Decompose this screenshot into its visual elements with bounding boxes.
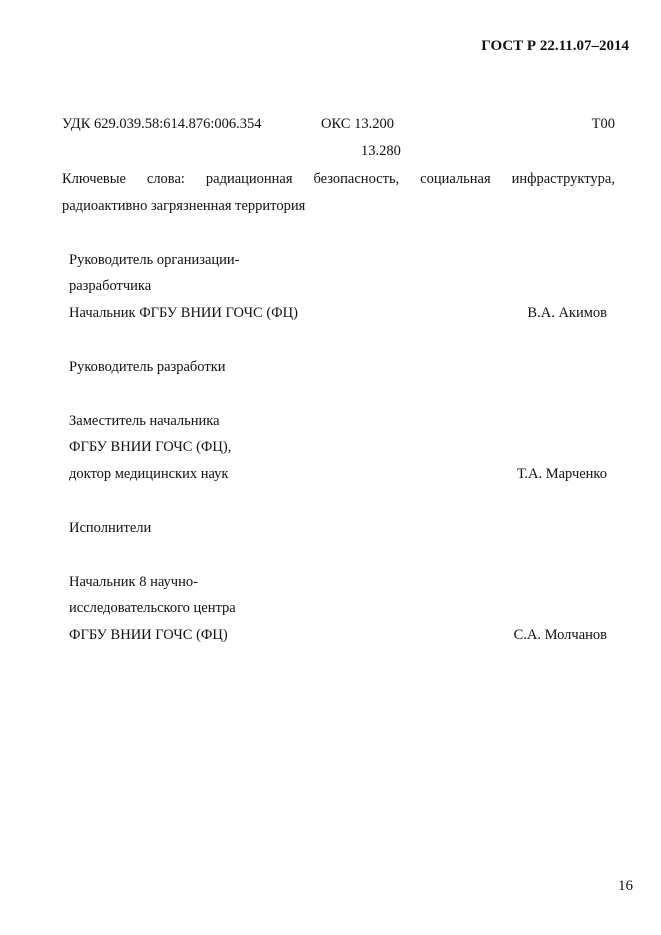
page-number: 16: [618, 878, 633, 894]
org-head-line-1: Руководитель организации-: [69, 252, 240, 268]
org-head-line-2: разработчика: [69, 278, 152, 294]
oks-code-2: 13.280: [361, 143, 401, 159]
deputy-line-3: доктор медицинских наук: [69, 466, 229, 482]
dev-head-title: Руководитель разработки: [69, 359, 226, 375]
performers-title: Исполнители: [69, 520, 152, 536]
org-head-name: В.А. Акимов: [527, 305, 607, 321]
oks-code-1: ОКС 13.200: [321, 116, 394, 132]
standard-code: ГОСТ Р 22.11.07–2014: [481, 38, 629, 54]
performer-line-3: ФГБУ ВНИИ ГОЧС (ФЦ): [69, 627, 228, 643]
performer-line-1: Начальник 8 научно-: [69, 574, 198, 590]
deputy-name: Т.А. Марченко: [516, 466, 607, 482]
performer-line-2: исследовательского центра: [69, 600, 236, 616]
classification-code: Т00: [591, 116, 615, 132]
keywords-line-2: радиоактивно загрязненная территория: [62, 198, 306, 214]
keywords-line-1: Ключевые слова: радиационная безопасность, социальная инфраструктура,: [62, 171, 615, 187]
deputy-line-2: ФГБУ ВНИИ ГОЧС (ФЦ),: [69, 439, 232, 455]
udk-code: УДК 629.039.58:614.876:006.354: [62, 116, 262, 132]
performer-name: С.А. Молчанов: [513, 627, 607, 643]
org-head-line-3: Начальник ФГБУ ВНИИ ГОЧС (ФЦ): [69, 305, 298, 321]
deputy-line-1: Заместитель начальника: [69, 413, 220, 429]
